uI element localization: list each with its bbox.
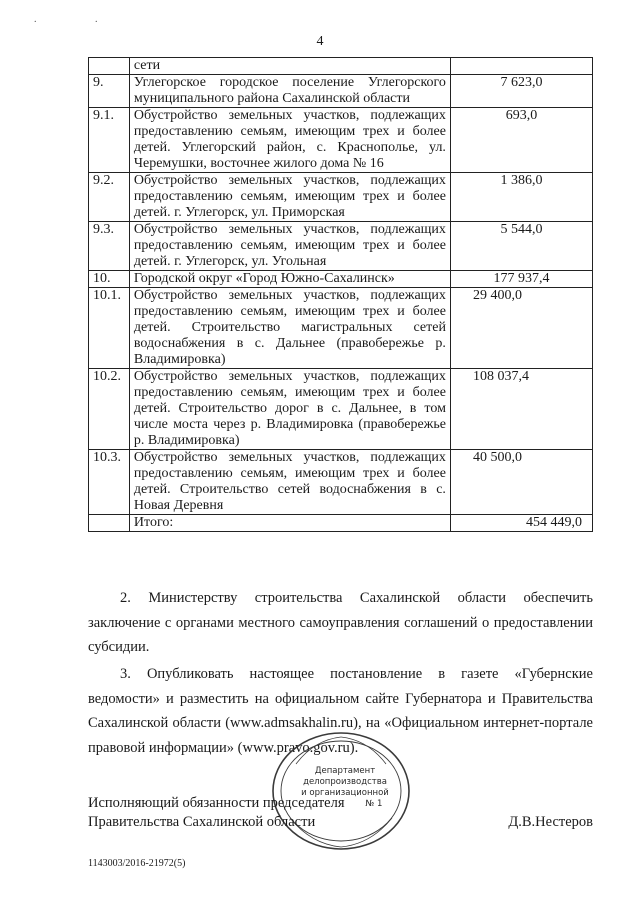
- document-code: 1143003/2016-21972(5): [88, 858, 186, 869]
- row-amount: 5 544,0: [450, 222, 592, 271]
- page-number: 4: [316, 34, 324, 49]
- subsidy-table: [88, 57, 593, 532]
- signer-name: Д.В.Нестеров: [508, 814, 593, 830]
- row-amount: 108 037,4: [450, 369, 592, 450]
- row-description: Углегорское городское поселение Углегорского муниципального района Сахалинской области: [129, 75, 450, 108]
- stamp-line-3: и организационной: [301, 788, 389, 798]
- row-description: Обустройство земельных участков, подлежащих предоставлению семьям, имеющим трех и более детей. Строительство дорог в с. Дальнее, в том числе моста через р. Владимировка (правобережье р. Владимировка): [129, 369, 450, 450]
- row-number: 10.1.: [89, 288, 130, 369]
- row-description: Обустройство земельных участков, подлежащих предоставлению семьям, имеющим трех и более детей. Углегорский район, с. Краснополье, ул. Черемушки, восточнее жилого дома № 16: [129, 108, 450, 173]
- row-description: сети: [129, 58, 450, 75]
- stamp-line-1: Департамент: [314, 766, 376, 776]
- row-amount: [450, 58, 592, 75]
- row-amount: 1 386,0: [450, 173, 592, 222]
- row-description: Обустройство земельных участков, подлежащих предоставлению семьям, имеющим трех и более детей. Строительство магистральных сетей водоснабжения в с. Дальнее (правобережье р. Владимировка): [129, 288, 450, 369]
- table-row: [89, 271, 593, 288]
- paragraph-3: 3. Опубликовать настоящее постановление в газете «Губернские ведомости» и разместить на официальном сайте Губернатора и Правительства Сахалинской области (www.admsakhalin.ru), на «Официальном интернет-портале правовой информации» (www.pravo.gov.ru).: [88, 666, 593, 756]
- department-stamp: [266, 726, 416, 856]
- row-description: Городской округ «Город Южно-Сахалинск»: [129, 271, 450, 288]
- row-amount: 29 400,0: [450, 288, 592, 369]
- row-number: 9.3.: [89, 222, 130, 271]
- table-row: [89, 108, 593, 173]
- row-number: [89, 515, 130, 532]
- total-amount: 454 449,0: [450, 515, 592, 532]
- row-description: Обустройство земельных участков, подлежащих предоставлению семьям, имеющим трех и более детей. Строительство сетей водоснабжения в с. Новая Деревня: [129, 450, 450, 515]
- table-total-row: [89, 515, 593, 532]
- row-number: 9.2.: [89, 173, 130, 222]
- stamp-line-2: делопроизводства: [303, 777, 387, 787]
- row-description: Обустройство земельных участков, подлежащих предоставлению семьям, имеющим трех и более детей. г. Углегорск, ул. Угольная: [129, 222, 450, 271]
- table-row: [89, 450, 593, 515]
- table-row: [89, 222, 593, 271]
- paragraph-2: 2. Министерству строительства Сахалинской области обеспечить заключение с органами местного самоуправления соглашений о предоставлении субсидии.: [88, 590, 593, 655]
- row-amount: 40 500,0: [450, 450, 592, 515]
- table-row: [89, 75, 593, 108]
- stamp-line-4: № 1: [365, 799, 383, 809]
- row-description: Обустройство земельных участков, подлежащих предоставлению семьям, имеющим трех и более детей. г. Углегорск, ул. Приморская: [129, 173, 450, 222]
- table-row: [89, 173, 593, 222]
- table-row: [89, 369, 593, 450]
- row-amount: 693,0: [450, 108, 592, 173]
- row-number: 9.: [89, 75, 130, 108]
- row-amount: 177 937,4: [450, 271, 592, 288]
- signer-title-line-2: Правительства Сахалинской области: [88, 814, 316, 830]
- row-number: 10.3.: [89, 450, 130, 515]
- table-row: [89, 288, 593, 369]
- row-number: 10.: [89, 271, 130, 288]
- row-number: [89, 58, 130, 75]
- total-label: Итого:: [129, 515, 450, 532]
- signer-title-line-1: Исполняющий обязанности председателя: [88, 795, 345, 811]
- signature-block: [88, 794, 593, 832]
- stamp-seal-icon: [266, 726, 416, 856]
- row-number: 10.2.: [89, 369, 130, 450]
- row-amount: 7 623,0: [450, 75, 592, 108]
- table-row: [89, 58, 593, 75]
- row-number: 9.1.: [89, 108, 130, 173]
- scan-specks: . .: [34, 14, 126, 25]
